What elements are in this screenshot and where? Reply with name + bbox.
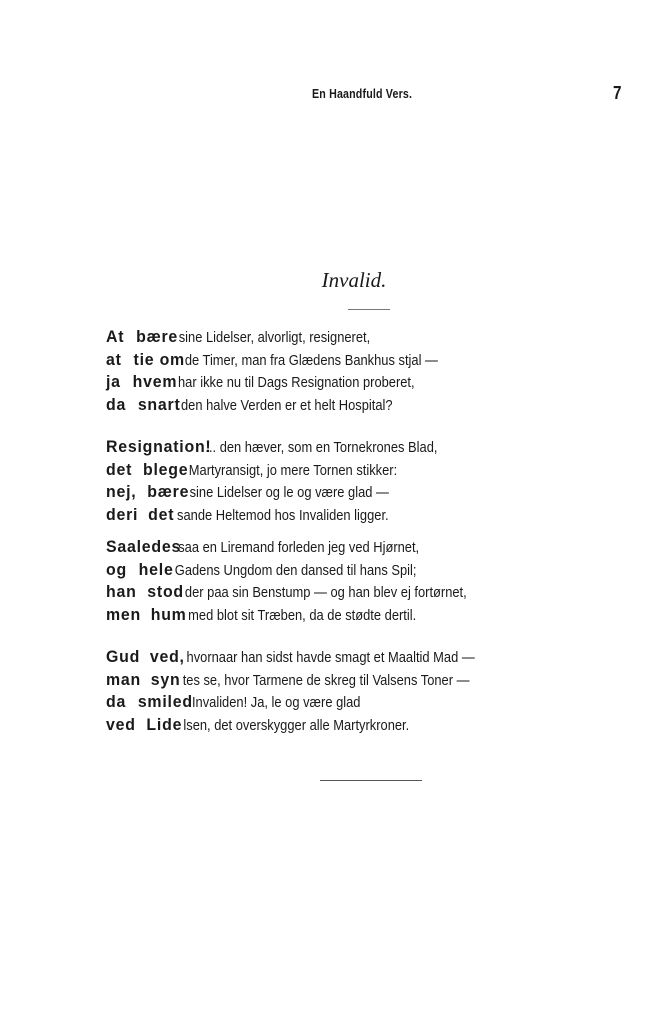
verse-text: Martyransigt, jo mere Tornen stikker: bbox=[188, 461, 398, 479]
verse-line bbox=[106, 669, 475, 692]
verse-line bbox=[106, 481, 437, 504]
verse-text: ... den hæver, som en Tornekrones Blad, bbox=[205, 439, 438, 456]
verse-lead: man bbox=[106, 670, 141, 689]
poem-title: Invalid. bbox=[321, 268, 387, 292]
verse-text: med blot sit Træben, da de stødte dertil. bbox=[188, 606, 417, 624]
verse-lead: tie om bbox=[133, 350, 186, 369]
verse-line bbox=[106, 504, 437, 527]
verse-line bbox=[106, 559, 467, 582]
verse-lead: ved bbox=[106, 715, 136, 734]
verse-text: sine Lidelser og le og være glad — bbox=[189, 484, 389, 501]
verse-line bbox=[106, 349, 438, 372]
verse-text: de Timer, man fra Glædens Bankhus stjal — bbox=[184, 351, 438, 369]
verse-lead: hele bbox=[138, 560, 174, 579]
verse-lead: Gud bbox=[106, 648, 141, 666]
verse-line bbox=[106, 536, 467, 559]
verse-text: Invaliden! Ja, le og være glad bbox=[191, 694, 361, 711]
verse-lead: blege bbox=[143, 460, 189, 479]
verse-text: lsen, det overskygger alle Martyrkroner. bbox=[183, 716, 410, 734]
verse-text: saa en Liremand forleden jeg ved Hjørnet, bbox=[178, 539, 420, 556]
verse-lead: og bbox=[106, 560, 127, 579]
running-title: En Haandfuld Vers. bbox=[312, 86, 413, 101]
verse-lead: at bbox=[106, 350, 122, 369]
page-number: 7 bbox=[613, 83, 622, 103]
verse-text: sine Lidelser, alvorligt, resigneret, bbox=[178, 329, 371, 346]
verse-lead: ved, bbox=[150, 648, 186, 666]
running-head bbox=[0, 83, 648, 106]
verse-line bbox=[106, 459, 437, 482]
stanza-2 bbox=[106, 436, 491, 526]
verse-line bbox=[106, 646, 475, 669]
verse-lead: Lide bbox=[146, 715, 183, 734]
verse-line bbox=[106, 394, 438, 417]
verse-text: den halve Verden er et helt Hospital? bbox=[181, 396, 393, 414]
stanza-1 bbox=[106, 326, 492, 416]
verse-line bbox=[106, 326, 438, 349]
verse-lead: At bbox=[106, 328, 125, 346]
verse-lead: men bbox=[106, 605, 141, 624]
verse-text: Gadens Ungdom den dansed til hans Spil; bbox=[174, 561, 417, 579]
stanza-3 bbox=[106, 536, 525, 626]
verse-lead: ja bbox=[106, 373, 121, 391]
verse-lead: syn bbox=[151, 670, 181, 689]
verse-lead: bære bbox=[146, 483, 189, 501]
verse-text: har ikke nu til Dags Resignation proberet, bbox=[177, 374, 415, 391]
title-divider bbox=[348, 309, 390, 310]
verse-lead: stod bbox=[147, 583, 184, 601]
verse-lead: da bbox=[106, 693, 127, 711]
verse-text: tes se, hvor Tarmene de skreg til Valsens Toner — bbox=[182, 671, 470, 689]
end-divider bbox=[320, 780, 422, 781]
verse-text: der paa sin Benstump — og han blev ej fortørnet, bbox=[184, 584, 467, 601]
stanza-4 bbox=[106, 646, 535, 736]
verse-lead: hvem bbox=[132, 373, 178, 391]
verse-text: hvornaar han sidst havde smagt et Maaltid Mad — bbox=[186, 649, 475, 666]
verse-lead: nej, bbox=[106, 483, 137, 501]
verse-lead: det bbox=[106, 460, 133, 479]
verse-line bbox=[106, 371, 438, 394]
verse-lead: det bbox=[148, 505, 175, 524]
verse-lead: snart bbox=[137, 395, 181, 414]
verse-lead: bære bbox=[136, 328, 179, 346]
verse-lead: da bbox=[106, 395, 127, 414]
verse-line bbox=[106, 436, 437, 459]
verse-line bbox=[106, 714, 475, 737]
verse-lead: smiled bbox=[137, 693, 193, 711]
verse-lead: Saaledes bbox=[106, 538, 182, 556]
verse-lead: Resignation! bbox=[106, 438, 212, 456]
verse-line bbox=[106, 604, 467, 627]
verse-lead: hum bbox=[151, 605, 187, 624]
verse-lead: han bbox=[106, 583, 137, 601]
verse-line bbox=[106, 691, 475, 714]
verse-line bbox=[106, 581, 467, 604]
verse-lead: deri bbox=[106, 505, 139, 524]
verse-text: sande Heltemod hos Invaliden ligger. bbox=[177, 506, 389, 524]
